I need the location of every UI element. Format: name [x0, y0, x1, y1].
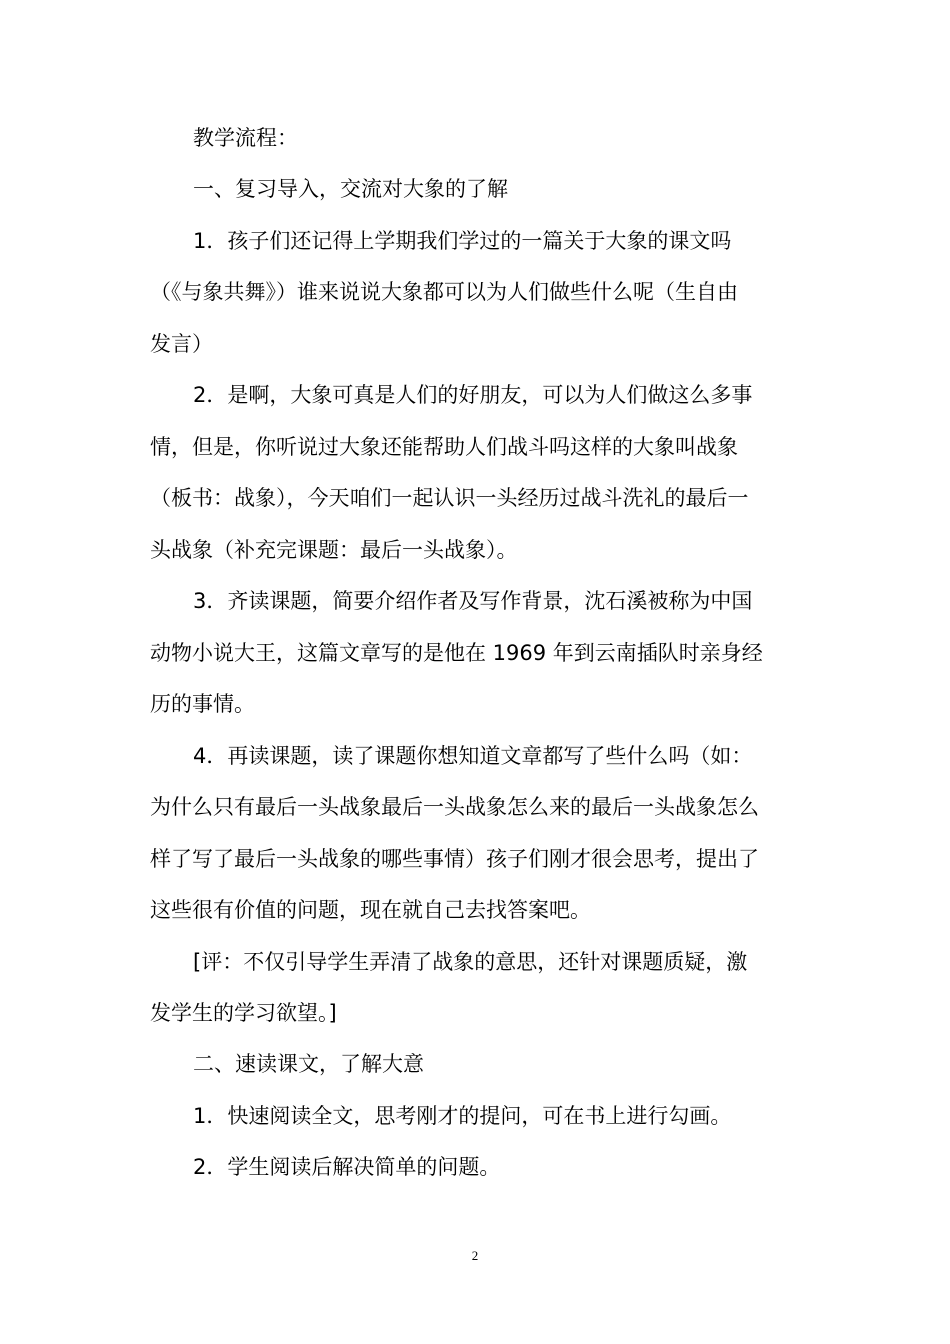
paragraph-2-line-1: 2．是啊，大象可真是人们的好朋友，可以为人们做这么多事 [193, 383, 753, 407]
section-heading-teaching-process: 教学流程： [193, 126, 298, 150]
paragraph-4-line-3: 样了写了最后一头战象的哪些事情）孩子们刚才很会思考，提出了 [150, 847, 759, 871]
paragraph-4-line-1: 4．再读课题，读了课题你想知道文章都写了些什么吗（如： [193, 744, 753, 768]
comment-line-2: 发学生的学习欲望。] [150, 1001, 337, 1025]
paragraph-2-line-4: 头战象（补充完课题：最后一头战象）。 [150, 538, 518, 562]
paragraph-4-line-4: 这些很有价值的问题，现在就自己去找答案吧。 [150, 898, 591, 922]
paragraph-3-line-1: 3．齐读课题，简要介绍作者及写作背景，沈石溪被称为中国 [193, 589, 753, 613]
page-number: 2 [471, 1248, 479, 1263]
paragraph-4-line-2: 为什么只有最后一头战象最后一头战象怎么来的最后一头战象怎么 [150, 795, 759, 819]
paragraph-5-line-1: 1．快速阅读全文，思考刚才的提问，可在书上进行勾画。 [193, 1104, 732, 1128]
paragraph-1-line-2: （《与象共舞》）谁来说说大象都可以为人们做些什么呢（生自由 [150, 280, 738, 304]
paragraph-3-line-2: 动物小说大王，这篇文章写的是他在 1969 年到云南插队时亲身经 [150, 641, 763, 665]
paragraph-2-line-3: （板书：战象），今天咱们一起认识一头经历过战斗洗礼的最后一 [150, 486, 749, 510]
section-heading-2: 二、速读课文，了解大意 [193, 1052, 424, 1076]
paragraph-1-line-1: 1．孩子们还记得上学期我们学过的一篇关于大象的课文吗 [193, 229, 732, 253]
paragraph-2-line-2: 情，但是，你听说过大象还能帮助人们战斗吗这样的大象叫战象 [150, 435, 738, 459]
paragraph-3-line-3: 历的事情。 [150, 692, 255, 716]
comment-line-1: [评：不仅引导学生弄清了战象的意思，还针对课题质疑，激 [193, 950, 748, 974]
paragraph-6-line-1: 2．学生阅读后解决简单的问题。 [193, 1155, 501, 1179]
section-heading-1: 一、复习导入，交流对大象的了解 [193, 177, 508, 201]
paragraph-1-line-3: 发言） [150, 332, 213, 356]
